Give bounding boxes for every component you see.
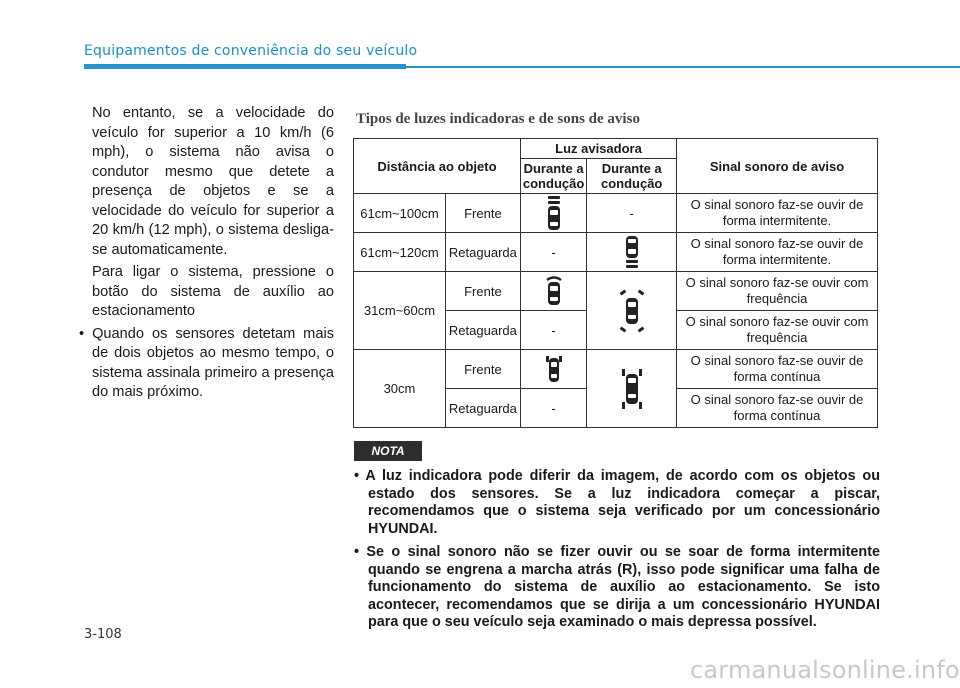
- header-light-sub1: Durante a condução: [520, 159, 586, 194]
- position-cell: Retaguarda: [445, 311, 520, 350]
- dash-cell: -: [520, 389, 586, 428]
- table-row: [354, 194, 878, 233]
- warning-table: [353, 138, 878, 428]
- watermark: carmanualsonline.info: [690, 656, 960, 684]
- note-item: • Se o sinal sonoro não se fizer ouvir ou se soar de forma intermitente quando se engrena a marcha atrás (R), isso pode significar uma falha de funcionamento do sistema de auxílio ao estacionamento. Se isto acontecer, recomendamos que se dirija a um concessionário HYUNDAI para que o seu veículo seja examinado o mais depressa possível.: [354, 544, 880, 630]
- section-title: Tipos de luzes indicadoras e de sons de aviso: [356, 111, 640, 127]
- table-row: [354, 350, 878, 389]
- chapter-title: Equipamentos de conveniência do seu veículo: [84, 43, 418, 59]
- nota-badge: NOTA: [354, 441, 422, 461]
- dash-cell: -: [520, 233, 586, 272]
- paragraph-speed: No entanto, se a velocidade do veículo for superior a 10 km/h (6 mph), o sistema não avisa o condutor mesmo que detete a presença de objetos e se a velocidade do veículo for superior a 20 km/h (12 mph), o sistema desliga-se automaticamente.: [92, 105, 334, 258]
- header-sound: Sinal sonoro de aviso: [677, 139, 878, 194]
- header-distance: Distância ao objeto: [354, 139, 521, 194]
- position-cell: Retaguarda: [445, 233, 520, 272]
- sound-cell: O sinal sonoro faz-se ouvir de forma contínua: [677, 350, 878, 389]
- car-all-corners-indicator-icon: [587, 350, 677, 428]
- distance-cell: 61cm~100cm: [354, 194, 446, 233]
- car-front-indicator-icon: [520, 194, 586, 233]
- car-rear-indicator-icon: [587, 233, 677, 272]
- table-row: [354, 233, 878, 272]
- header-light-sub2: Durante a condução: [587, 159, 677, 194]
- table-row: [354, 272, 878, 311]
- note-item: • A luz indicadora pode diferir da imagem, de acordo com os objetos ou estado dos sensores. Se a luz indicadora começar a piscar, recomendamos que o sistema seja verificado por um concessionário HYUNDAI.: [354, 468, 880, 537]
- dash-cell: -: [587, 194, 677, 233]
- car-front-indicator-icon: [520, 272, 586, 311]
- distance-cell: 30cm: [354, 350, 446, 428]
- distance-cell: 31cm~60cm: [354, 272, 446, 350]
- car-front-indicator-icon: [520, 350, 586, 389]
- header-rule-accent: [84, 64, 406, 69]
- distance-cell: 61cm~120cm: [354, 233, 446, 272]
- position-cell: Frente: [445, 272, 520, 311]
- car-corner-indicator-icon: [587, 272, 677, 350]
- paragraph-activate: Para ligar o sistema, pressione o botão do sistema de auxílio ao estacionamento: [92, 264, 334, 319]
- sound-cell: O sinal sonoro faz-se ouvir de forma intermitente.: [677, 233, 878, 272]
- position-cell: Frente: [445, 350, 520, 389]
- sound-cell: O sinal sonoro faz-se ouvir com frequência: [677, 272, 878, 311]
- page-number: 3-108: [84, 627, 122, 642]
- left-column: [76, 104, 334, 403]
- notes-block: [352, 468, 880, 638]
- position-cell: Retaguarda: [445, 389, 520, 428]
- sound-cell: O sinal sonoro faz-se ouvir com frequência: [677, 311, 878, 350]
- sound-cell: O sinal sonoro faz-se ouvir de forma contínua: [677, 389, 878, 428]
- bullet-multiple-objects: • Quando os sensores detetam mais de dois objetos ao mesmo tempo, o sistema assinala primeiro a presença do mais próximo.: [79, 325, 334, 400]
- dash-cell: -: [520, 311, 586, 350]
- sound-cell: O sinal sonoro faz-se ouvir de forma intermitente.: [677, 194, 878, 233]
- header-light: Luz avisadora: [520, 139, 676, 159]
- position-cell: Frente: [445, 194, 520, 233]
